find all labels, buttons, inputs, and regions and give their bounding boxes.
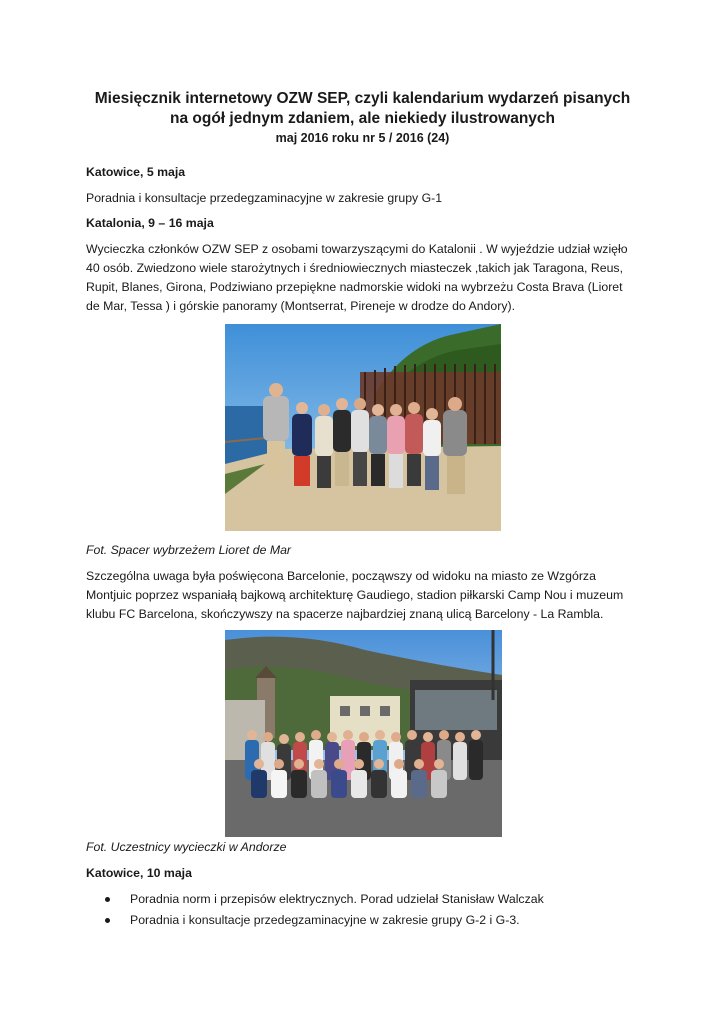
photo-andorra-group [225,630,502,837]
page-title-line-2: na ogół jednym zdaniem, ale niekiedy ilustrowanych [169,110,556,127]
photo-caption-lioret: Fot. Spacer wybrzeżem Lioret de Mar [86,543,292,557]
bullet-icon [105,897,110,902]
section-heading-katalonia: Katalonia, 9 – 16 maja [86,216,214,230]
section-text-katowice-5: Poradnia i konsultacje przedegzaminacyjne w zakresie grupy G-1 [86,191,443,205]
section-heading-katowice-5: Katowice, 5 maja [86,165,186,179]
list-item-text: Poradnia norm i przepisów elektrycznych. Porad udzielał Stanisław Walczak [130,892,544,906]
section-text-barcelona: Szczególna uwaga była poświęcona Barcelonie, począwszy od widoku na miasto ze Wzgórza Montjuic poprzez wspaniałą bajkową architekturę Gaudiego, stadion piłkarski Camp Nou i muzeum klubu FC Barcelona, skończywszy na spacerze najbardziej znaną ulicą Barcelony - La Rambla. [86,569,624,621]
list-item-text: Poradnia i konsultacje przedegzaminacyjne w zakresie grupy G-2 i G-3. [130,913,520,927]
photo-caption-andorra: Fot. Uczestnicy wycieczki w Andorze [86,840,287,854]
section-text-katalonia: Wycieczka członków OZW SEP z osobami towarzyszącymi do Katalonii . W wyjeździe udział wzięło 40 osób. Zwiedzono wiele starożytnych i średniowiecznych miasteczek ,takich jak Taragona, Reus, Rupit, Blanes, Girona, Podziwiano przepiękne nadmorskie widoki na wybrzeżu Costa Brava (Lioret de Mar, Tessa ) i górskie panoramy (Montserrat, Pireneje w drodze do Andory). [86,242,628,313]
bullet-list-katowice-10 [86,890,646,932]
issue-subtitle: maj 2016 roku nr 5 / 2016 (24) [275,131,450,145]
bullet-icon [105,918,110,923]
list-item [86,890,646,909]
section-heading-katowice-10: Katowice, 10 maja [86,866,192,880]
page-title-line-1: Miesięcznik internetowy OZW SEP, czyli kalendarium wydarzeń pisanych [94,90,631,107]
list-item [86,911,646,930]
photo-lioret-de-mar [225,324,501,531]
